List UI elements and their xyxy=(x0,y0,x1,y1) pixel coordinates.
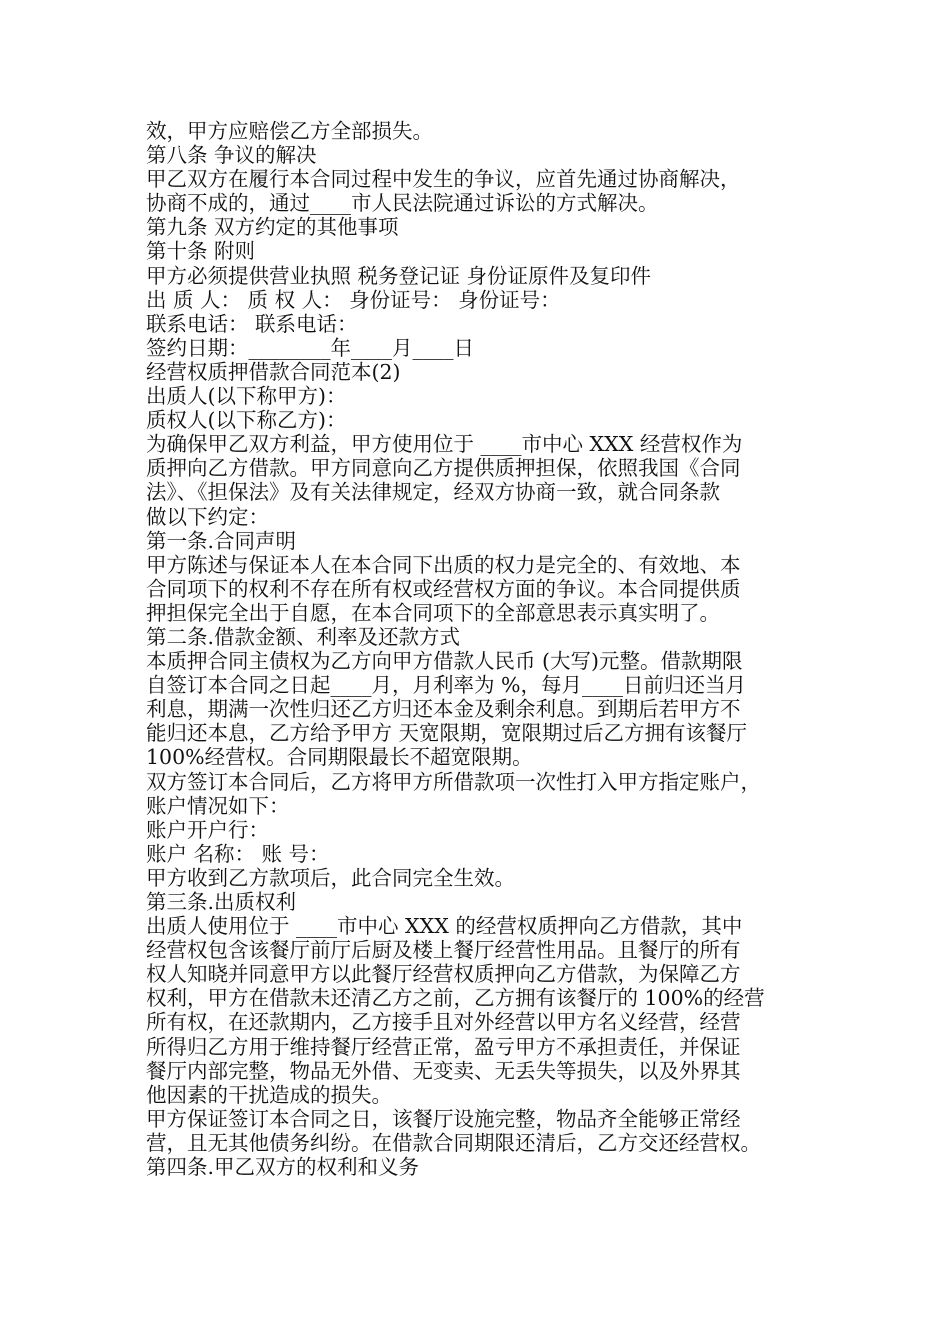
text-line: 利息，期满一次性归还乙方归还本金及剩余利息。到期后若甲方不 xyxy=(146,697,741,722)
signing-date: 签约日期：________年____月____日 xyxy=(146,335,474,360)
text-line: 效，甲方应赔偿乙方全部损失。 xyxy=(146,119,433,143)
text-line: 账户情况如下： xyxy=(146,793,290,818)
text-line: 出质人使用位于 ____市中心 XXX 的经营权质押向乙方借款，其中 xyxy=(146,914,743,939)
text-line: 经营权包含该餐厅前厅后厨及楼上餐厅经营性用品。且餐厅的所有 xyxy=(146,938,741,963)
text-line: 他因素的干扰造成的损失。 xyxy=(146,1082,392,1107)
text-line: 协商不成的，通过____市人民法院通过诉讼的方式解决。 xyxy=(146,191,659,216)
section-heading: 第一条.合同声明 xyxy=(146,528,297,553)
text-line: 质押向乙方借款。甲方同意向乙方提供质押担保，依照我国《合同 xyxy=(146,456,741,481)
section-heading: 第九条 双方约定的其他事项 xyxy=(146,215,399,240)
signature-fields: 出 质 人： 质 权 人： 身份证号： 身份证号： xyxy=(146,287,561,312)
text-line: 所得归乙方用于维持餐厅经营正常，盈亏甲方不承担责任，并保证 xyxy=(146,1034,741,1059)
text-line: 为确保甲乙双方利益，甲方使用位于 ____市中心 XXX 经营权作为 xyxy=(146,432,743,457)
account-bank: 账户开户行： xyxy=(146,817,269,842)
section-heading: 第二条.借款金额、利率及还款方式 xyxy=(146,624,461,649)
text-line: 合同项下的权利不存在所有权或经营权方面的争议。本合同提供质 xyxy=(146,576,741,601)
text-line: 权利，甲方在借款未还清乙方之前，乙方拥有该餐厅的 100%的经营 xyxy=(146,986,765,1011)
section-heading: 第八条 争议的解决 xyxy=(146,143,317,168)
party-a: 出质人(以下称甲方)： xyxy=(146,384,347,409)
contact-fields: 联系电话： 联系电话： xyxy=(146,311,358,336)
text-line: 本质押合同主债权为乙方向甲方借款人民币 (大写)元整。借款期限 xyxy=(146,649,743,674)
section-heading: 第四条.甲乙双方的权利和义务 xyxy=(146,1155,420,1180)
text-line: 甲方必须提供营业执照 税务登记证 身份证原件及复印件 xyxy=(146,263,652,288)
text-line: 甲方陈述与保证本人在本合同下出质的权力是完全的、有效地、本 xyxy=(146,552,741,577)
text-line: 双方签订本合同后，乙方将甲方所借款项一次性打入甲方指定账户， xyxy=(146,769,761,794)
text-line: 甲乙双方在履行本合同过程中发生的争议，应首先通过协商解决， xyxy=(146,167,741,192)
text-line: 自签订本合同之日起____月，月利率为 %，每月____日前归还当月 xyxy=(146,673,746,698)
account-fields: 账户 名称： 账 号： xyxy=(146,841,330,866)
text-line: 押担保完全出于自愿，在本合同项下的全部意思表示真实明了。 xyxy=(146,600,720,625)
section-heading: 第十条 附则 xyxy=(146,239,256,264)
document-title: 经营权质押借款合同范本(2) xyxy=(146,359,401,384)
text-line: 甲方保证签订本合同之日，该餐厅设施完整，物品齐全能够正常经 xyxy=(146,1106,741,1131)
text-line: 能归还本息，乙方给予甲方 天宽限期，宽限期过后乙方拥有该餐厅 xyxy=(146,721,748,746)
text-line: 所有权，在还款期内，乙方接手且对外经营以甲方名义经营，经营 xyxy=(146,1010,741,1035)
text-line: 甲方收到乙方款项后，此合同完全生效。 xyxy=(146,865,515,890)
text-line: 营，且无其他债务纠纷。在借款合同期限还清后，乙方交还经营权。 xyxy=(146,1130,761,1155)
text-line: 做以下约定： xyxy=(146,504,269,529)
text-line: 法》、《担保法》及有关法律规定，经双方协商一致，就合同条款 xyxy=(146,480,720,505)
document-body xyxy=(146,119,836,1179)
text-line: 权人知晓并同意甲方以此餐厅经营权质押向乙方借款，为保障乙方 xyxy=(146,962,741,987)
text-line: 餐厅内部完整，物品无外借、无变卖、无丢失等损失，以及外界其 xyxy=(146,1058,741,1083)
text-line: 100%经营权。合同期限最长不超宽限期。 xyxy=(146,745,533,770)
section-heading: 第三条.出质权利 xyxy=(146,890,297,914)
party-b: 质权人(以下称乙方)： xyxy=(146,408,347,433)
